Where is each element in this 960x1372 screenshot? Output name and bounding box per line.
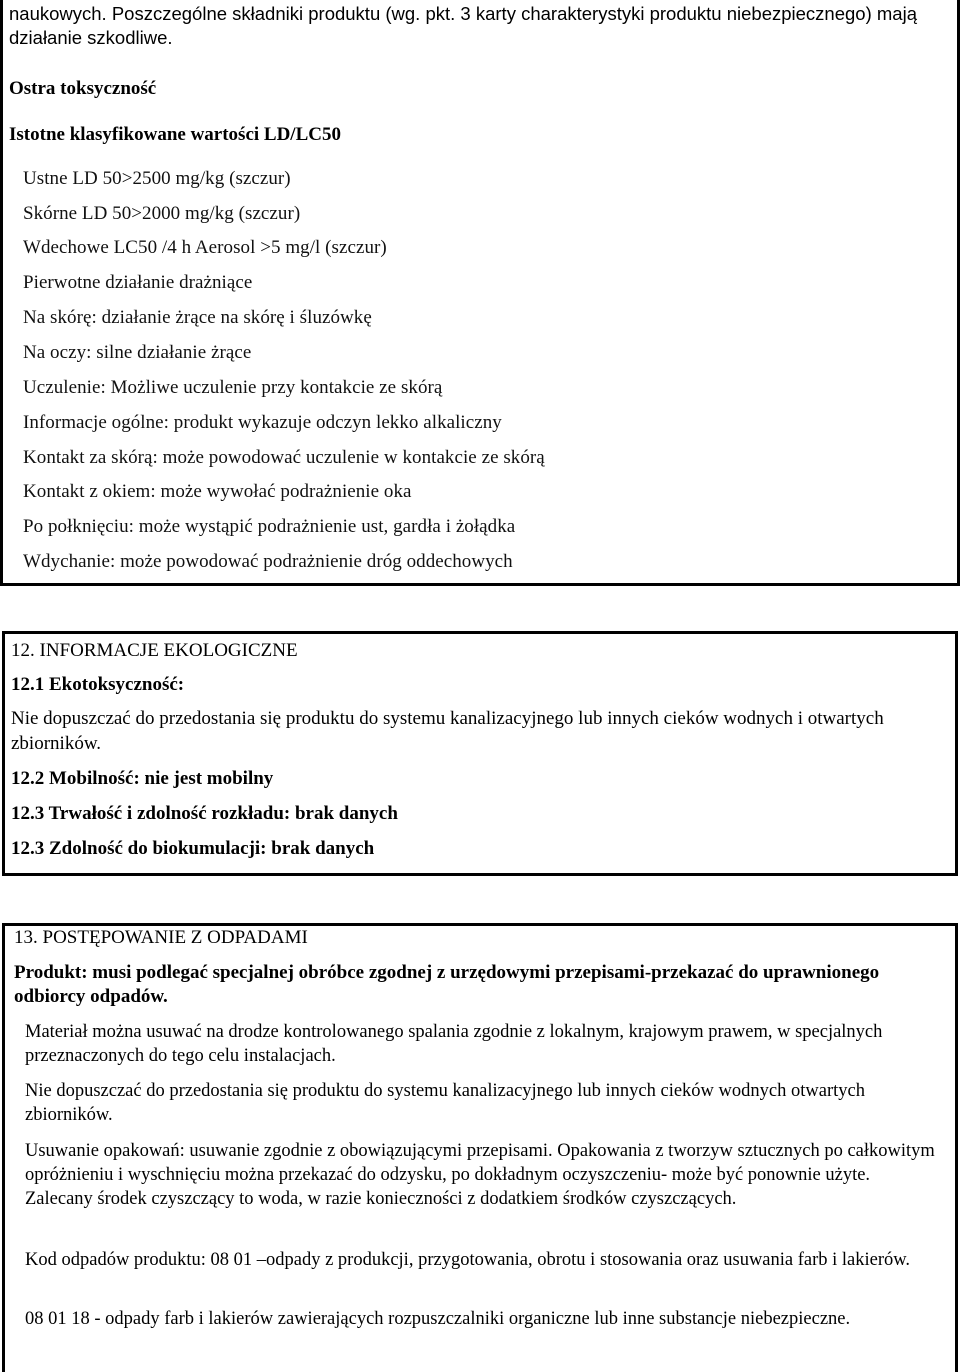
toxicity-line: Na oczy: silne działanie żrące: [23, 342, 252, 363]
toxicity-line: Ustne LD 50>2500 mg/kg (szczur): [23, 168, 291, 189]
section-11-intro: naukowych. Poszczególne składniki produktu (wg. pkt. 3 karty charakterystyki produktu niebezpiecznego) mają działanie szkodliwe.: [9, 3, 917, 48]
toxicity-line: Kontakt za skórą: może powodować uczulenie w kontakcie ze skórą: [23, 447, 545, 468]
section-13-title: 13. POSTĘPOWANIE Z ODPADAMI: [14, 927, 308, 948]
toxicity-line: Uczulenie: Możliwe uczulenie przy kontakcie ze skórą: [23, 377, 443, 398]
disposal-paragraph: Materiał można usuwać na drodze kontrolowanego spalania zgodnie z lokalnym, krajowym prawem, w specjalnych przeznaczonych do tego celu instalacjach.: [25, 1022, 883, 1066]
persistence-heading: 12.3 Trwałość i zdolność rozkładu: brak danych: [11, 803, 398, 824]
bioaccumulation-heading: 12.3 Zdolność do biokumulacji: brak danych: [11, 838, 375, 859]
product-disposal-paragraph: Produkt: musi podlegać specjalnej obróbce zgodnej z urzędowymi przepisami-przekazać do uprawnionego odbiorcy odpadów.: [14, 962, 880, 1007]
toxicity-line: Skórne LD 50>2000 mg/kg (szczur): [23, 203, 301, 224]
toxicity-line: Pierwotne działanie drażniące: [23, 272, 253, 293]
mobility-heading: 12.2 Mobilność: nie jest mobilny: [11, 768, 274, 789]
acute-toxicity-heading: Ostra toksyczność: [9, 78, 157, 99]
toxicity-line: Kontakt z okiem: może wywołać podrażnienie oka: [23, 481, 412, 502]
disposal-paragraph: Nie dopuszczać do przedostania się produktu do systemu kanalizacyjnego lub innych cieków wodnych otwartych zbiorników.: [25, 1081, 865, 1125]
toxicity-line: Na skórę: działanie żrące na skórę i śluzówkę: [23, 307, 372, 328]
ld-lc50-heading: Istotne klasyfikowane wartości LD/LC50: [9, 124, 341, 145]
ecotoxicity-paragraph: Nie dopuszczać do przedostania się produktu do systemu kanalizacyjnego lub innych cieków wodnych i otwartych zbiorników.: [11, 708, 884, 754]
toxicity-line: Wdychanie: może powodować podrażnienie dróg oddechowych: [23, 551, 513, 572]
section-12-title: 12. INFORMACJE EKOLOGICZNE: [11, 640, 298, 661]
toxicity-line: Po połknięciu: może wystąpić podrażnienie ust, gardła i żołądka: [23, 516, 516, 537]
ecotoxicity-heading: 12.1 Ekotoksyczność:: [11, 674, 185, 695]
toxicity-line: Informacje ogólne: produkt wykazuje odczyn lekko alkaliczny: [23, 412, 502, 433]
waste-code-detail-paragraph: 08 01 18 - odpady farb i lakierów zawierających rozpuszczalniki organiczne lub inne substancje niebezpieczne.: [25, 1309, 851, 1329]
waste-code-paragraph: Kod odpadów produktu: 08 01 –odpady z produkcji, przygotowania, obrotu i stosowania oraz usuwania farb i lakierów.: [25, 1250, 911, 1270]
toxicity-line: Wdechowe LC50 /4 h Aerosol >5 mg/l (szczur): [23, 237, 387, 258]
packaging-disposal-paragraph: Usuwanie opakowań: usuwanie zgodnie z obowiązującymi przepisami. Opakowania z tworzyw sztucznych po całkowitym opróżnieniu i wyschnięciu można przekazać do odzysku, po dokładnym oczyszczeniu- może być ponownie użyte. Zalecany środek czyszczący to woda, w razie konieczności z dodatkiem środków czyszczących.: [25, 1141, 935, 1209]
